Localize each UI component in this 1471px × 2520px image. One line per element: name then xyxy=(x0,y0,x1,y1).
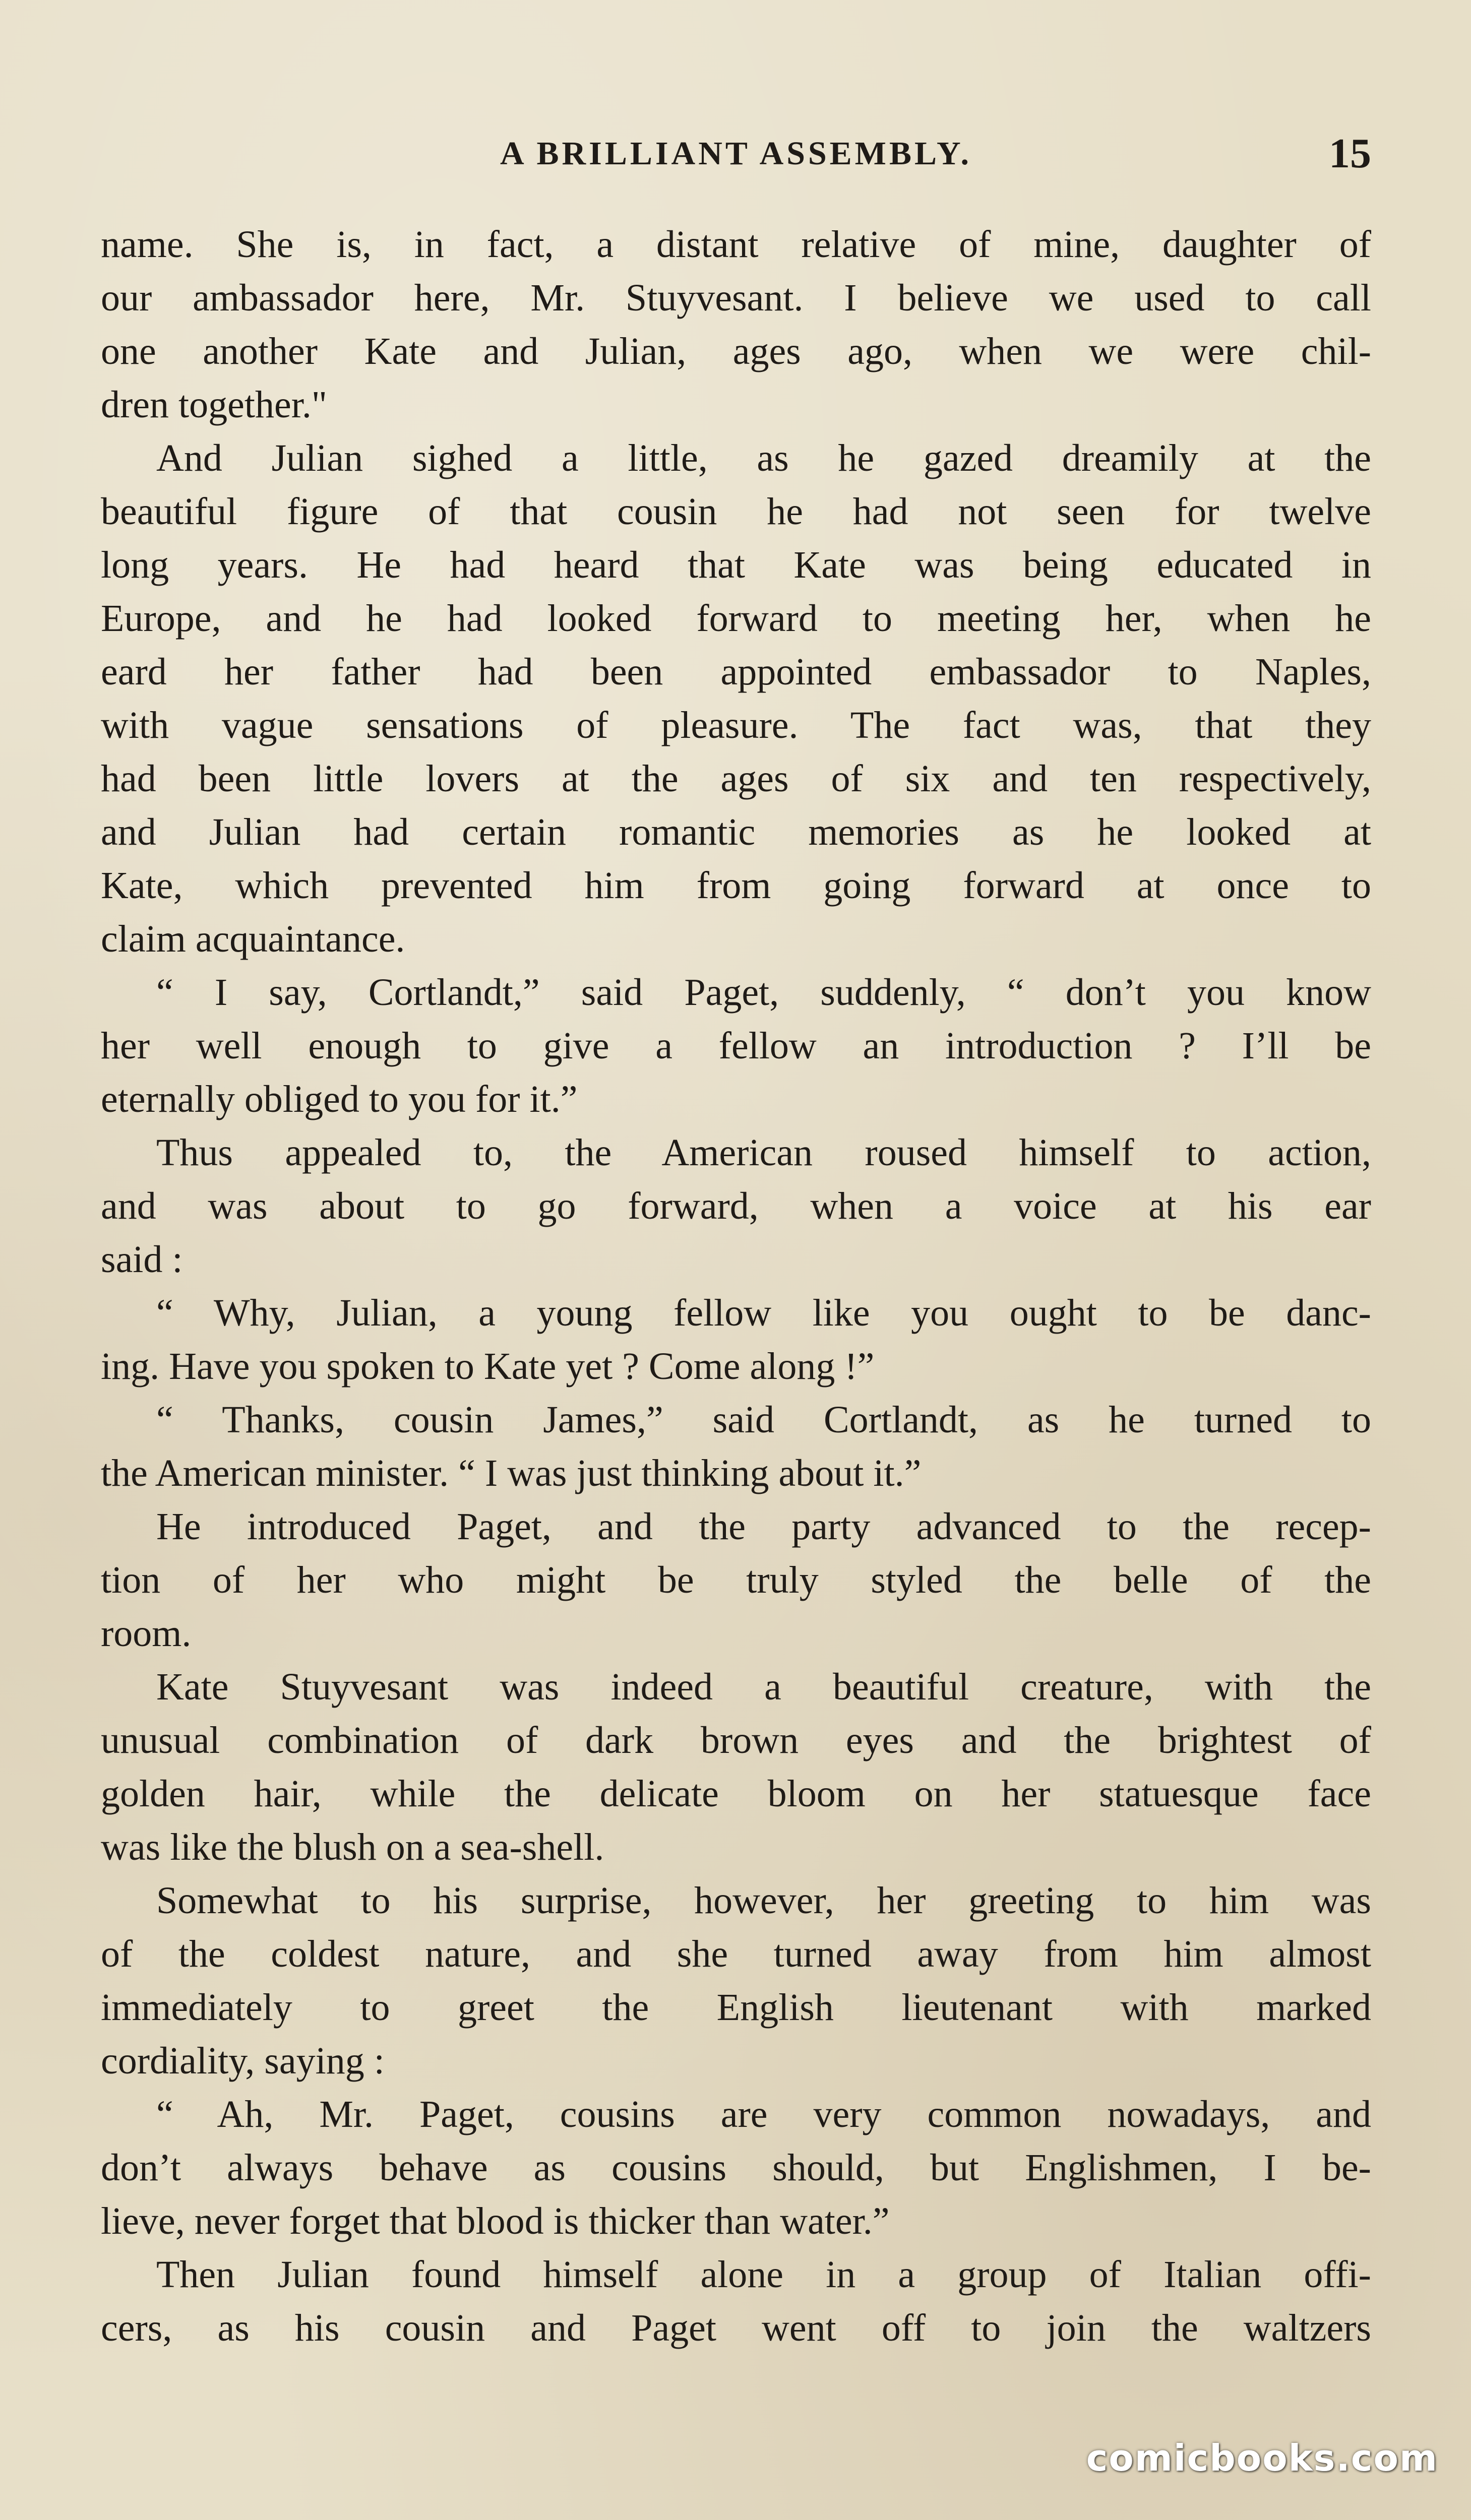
watermark: comicbooks.com xyxy=(1086,2437,1438,2479)
text-line: eard her father had been appointed embassador to Naples, xyxy=(101,651,1371,693)
text-line: one another Kate and Julian, ages ago, when we were chil- xyxy=(101,330,1371,372)
running-title: A BRILLIANT ASSEMBLY. xyxy=(500,135,972,172)
text-line: her well enough to give a fellow an introduction ? I’ll be xyxy=(101,1025,1371,1067)
text-line: And Julian sighed a little, as he gazed dreamily at the xyxy=(156,437,1371,479)
text-line: the American minister. “ I was just thinking about it.” xyxy=(101,1452,922,1494)
text-line: golden hair, while the delicate bloom on her statuesque face xyxy=(101,1773,1371,1815)
text-line: our ambassador here, Mr. Stuyvesant. I believe we used to call xyxy=(101,277,1371,319)
text-line: Kate Stuyvesant was indeed a beautiful creature, with the xyxy=(156,1666,1371,1708)
text-line: of the coldest nature, and she turned away from him almost xyxy=(101,1933,1371,1975)
text-line: ing. Have you spoken to Kate yet ? Come along !” xyxy=(101,1345,875,1388)
text-line: room. xyxy=(101,1612,192,1655)
text-line: Somewhat to his surprise, however, her greeting to him was xyxy=(156,1879,1371,1922)
text-line: Thus appealed to, the American roused himself to action, xyxy=(156,1131,1371,1174)
text-line: “ Why, Julian, a young fellow like you ought to be danc- xyxy=(156,1292,1371,1334)
text-line: cers, as his cousin and Paget went off to join the waltzers xyxy=(101,2307,1371,2349)
text-line: lieve, never forget that blood is thicker than water.” xyxy=(101,2200,890,2242)
text-line: name. She is, in fact, a distant relative of mine, daughter of xyxy=(101,223,1371,266)
page-header xyxy=(101,126,1371,181)
text-line: beautiful figure of that cousin he had not seen for twelve xyxy=(101,490,1371,533)
text-line: said : xyxy=(101,1238,183,1281)
text-line: eternally obliged to you for it.” xyxy=(101,1078,578,1120)
text-line: “ I say, Cortlandt,” said Paget, suddenly, “ don’t you know xyxy=(156,971,1371,1014)
text-line: He introduced Paget, and the party advanced to the recep- xyxy=(156,1505,1371,1548)
text-line: with vague sensations of pleasure. The fact was, that they xyxy=(101,704,1371,746)
text-line: claim acquaintance. xyxy=(101,918,405,960)
text-line: “ Thanks, cousin James,” said Cortlandt, as he turned to xyxy=(156,1399,1371,1441)
text-line: “ Ah, Mr. Paget, cousins are very common nowadays, and xyxy=(156,2093,1371,2135)
text-line: unusual combination of dark brown eyes and the brightest of xyxy=(101,1719,1371,1761)
body-text xyxy=(101,218,1371,2355)
text-line: dren together." xyxy=(101,384,327,426)
text-line: tion of her who might be truly styled the belle of the xyxy=(101,1559,1371,1601)
text-line: was like the blush on a sea-shell. xyxy=(101,1826,604,1868)
text-line: had been little lovers at the ages of six and ten respectively, xyxy=(101,758,1371,800)
text-line: don’t always behave as cousins should, but Englishmen, I be- xyxy=(101,2147,1371,2189)
text-line: and was about to go forward, when a voice at his ear xyxy=(101,1185,1371,1227)
page-number: 15 xyxy=(1329,130,1371,177)
text-line: Kate, which prevented him from going forward at once to xyxy=(101,864,1371,907)
text-line: immediately to greet the English lieutenant with marked xyxy=(101,1986,1371,2029)
text-line: Then Julian found himself alone in a group of Italian offi- xyxy=(156,2253,1371,2296)
text-line: Europe, and he had looked forward to meeting her, when he xyxy=(101,597,1371,640)
text-line: long years. He had heard that Kate was being educated in xyxy=(101,544,1371,586)
text-line: cordiality, saying : xyxy=(101,2040,385,2082)
text-line: and Julian had certain romantic memories as he looked at xyxy=(101,811,1371,853)
